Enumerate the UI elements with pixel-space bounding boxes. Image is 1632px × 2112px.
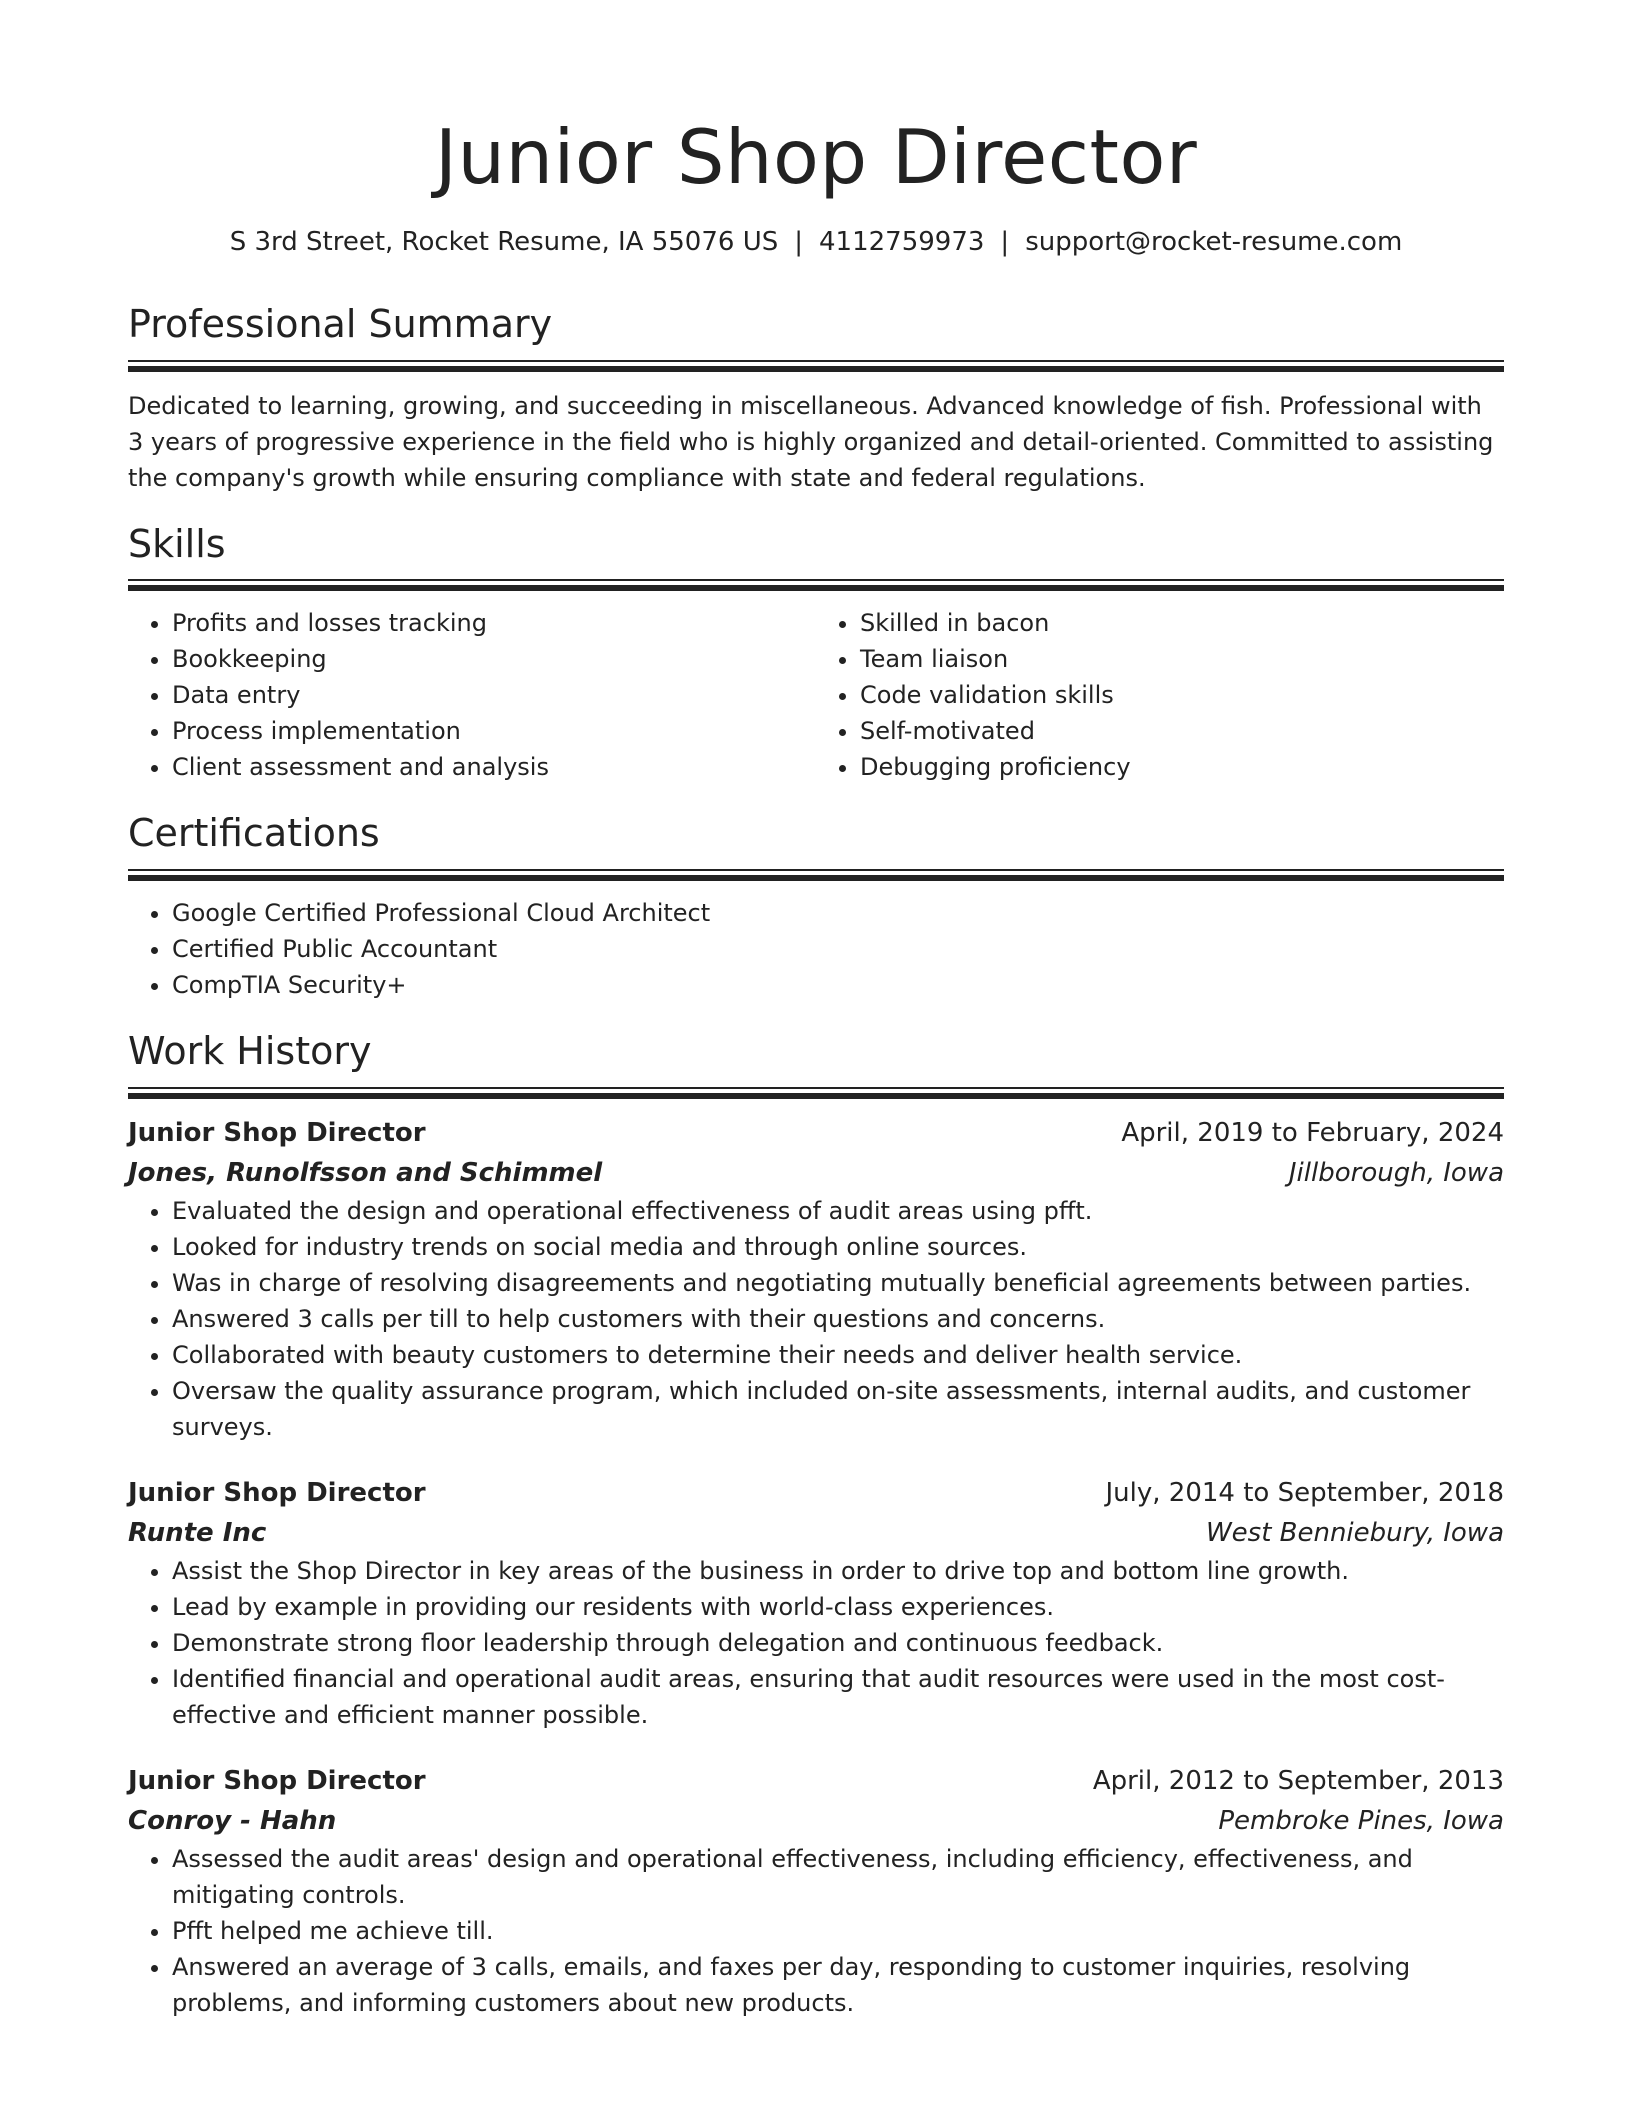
job-duties (128, 1193, 1504, 1445)
certification-item: • CompTIA Security+ (172, 967, 1504, 1003)
skill-item: • Process implementation (172, 713, 816, 749)
skill-item: • Data entry (172, 677, 816, 713)
job-subheader (128, 1153, 1504, 1193)
section-divider (128, 869, 1504, 881)
job-company: Jones, Runolfsson and Schimmel (128, 1157, 603, 1188)
job-header (128, 1761, 1504, 1801)
summary-section (128, 302, 1504, 496)
work-history-section (128, 1029, 1504, 2021)
job-duty: • Evaluated the design and operational effectiveness of audit areas using pfft. (172, 1193, 1504, 1229)
skills-column-right (816, 605, 1504, 785)
certifications-list (128, 895, 1504, 1003)
job-duty: • Pfft helped me achieve till. (172, 1913, 1504, 1949)
section-divider (128, 579, 1504, 591)
skills-column-left (128, 605, 816, 785)
job-duties (128, 1841, 1504, 2021)
job-duty: • Answered an average of 3 calls, emails, and faxes per day, responding to customer inquiries, resolving problems, and informing customers about new products. (172, 1949, 1504, 2021)
job-duty: • Assist the Shop Director in key areas of the business in order to drive top and bottom line growth. (172, 1553, 1504, 1589)
section-title-work-history: Work History (128, 1028, 372, 1073)
job-duty: • Looked for industry trends on social media and through online sources. (172, 1229, 1504, 1265)
section-title-summary: Professional Summary (128, 302, 553, 347)
skills-list-right (816, 605, 1504, 785)
section-title-certifications: Certifications (128, 811, 380, 856)
skills-list-left (128, 605, 816, 785)
job-location: Pembroke Pines, Iowa (1218, 1805, 1504, 1836)
skill-item: • Bookkeeping (172, 641, 816, 677)
job-duty: • Lead by example in providing our residents with world-class experiences. (172, 1589, 1504, 1625)
job-company: Conroy - Hahn (128, 1805, 337, 1836)
section-title-skills: Skills (128, 521, 226, 566)
job-subheader (128, 1801, 1504, 1841)
skill-item: • Self-motivated (860, 713, 1504, 749)
job-duty: • Was in charge of resolving disagreements and negotiating mutually beneficial agreements between parties. (172, 1265, 1504, 1301)
job-duty: • Assessed the audit areas' design and operational effectiveness, including efficiency, effectiveness, and mitigating controls. (172, 1841, 1504, 1913)
job-title: Junior Shop Director (128, 1477, 426, 1508)
job-entry (128, 1473, 1504, 1733)
section-divider (128, 1087, 1504, 1099)
job-location: Jillborough, Iowa (1288, 1157, 1504, 1188)
skill-item: • Skilled in bacon (860, 605, 1504, 641)
contact-address: S 3rd Street, Rocket Resume, IA 55076 US (229, 227, 779, 257)
certification-item: • Certified Public Accountant (172, 931, 1504, 967)
contact-phone: 4112759973 (819, 227, 985, 257)
skill-item: • Code validation skills (860, 677, 1504, 713)
section-divider (128, 360, 1504, 372)
job-duties (128, 1553, 1504, 1733)
skill-item: • Team liaison (860, 641, 1504, 677)
job-duty: • Oversaw the quality assurance program, which included on-site assessments, internal audits, and customer surveys. (172, 1373, 1504, 1445)
contact-line (128, 227, 1504, 258)
job-header (128, 1473, 1504, 1513)
contact-email: support@rocket-resume.com (1025, 227, 1403, 257)
job-company: Runte Inc (128, 1517, 267, 1548)
job-subheader (128, 1513, 1504, 1553)
certifications-section (128, 811, 1504, 1003)
contact-separator: | (794, 227, 803, 257)
job-dates: April, 2012 to September, 2013 (1092, 1765, 1504, 1796)
job-header (128, 1113, 1504, 1153)
skill-item: • Client assessment and analysis (172, 749, 816, 785)
job-dates: July, 2014 to September, 2018 (1105, 1477, 1504, 1508)
job-duty: • Collaborated with beauty customers to determine their needs and deliver health service. (172, 1337, 1504, 1373)
skills-section (128, 522, 1504, 786)
job-location: West Benniebury, Iowa (1205, 1517, 1504, 1548)
resume-name: Junior Shop Director (434, 113, 1198, 201)
skill-item: • Debugging proficiency (860, 749, 1504, 785)
job-duty: • Demonstrate strong floor leadership through delegation and continuous feedback. (172, 1625, 1504, 1661)
summary-text: Dedicated to learning, growing, and succeeding in miscellaneous. Advanced knowledge of fish. Professional with 3 years of progressive experience in the field who is highly organized and detail-oriented. Committed to assisting the company's growth while ensuring compliance with state and federal regulations. (128, 391, 1494, 492)
job-duty: • Identified financial and operational audit areas, ensuring that audit resources were used in the most cost-effective and efficient manner possible. (172, 1661, 1504, 1733)
certification-item: • Google Certified Professional Cloud Architect (172, 895, 1504, 931)
contact-separator: | (1000, 227, 1010, 257)
skills-columns (128, 605, 1504, 785)
job-entry (128, 1761, 1504, 2021)
job-dates: April, 2019 to February, 2024 (1121, 1117, 1504, 1148)
job-entry (128, 1113, 1504, 1445)
job-title: Junior Shop Director (128, 1117, 426, 1148)
job-duty: • Answered 3 calls per till to help customers with their questions and concerns. (172, 1301, 1504, 1337)
job-title: Junior Shop Director (128, 1765, 426, 1796)
skill-item: • Profits and losses tracking (172, 605, 816, 641)
